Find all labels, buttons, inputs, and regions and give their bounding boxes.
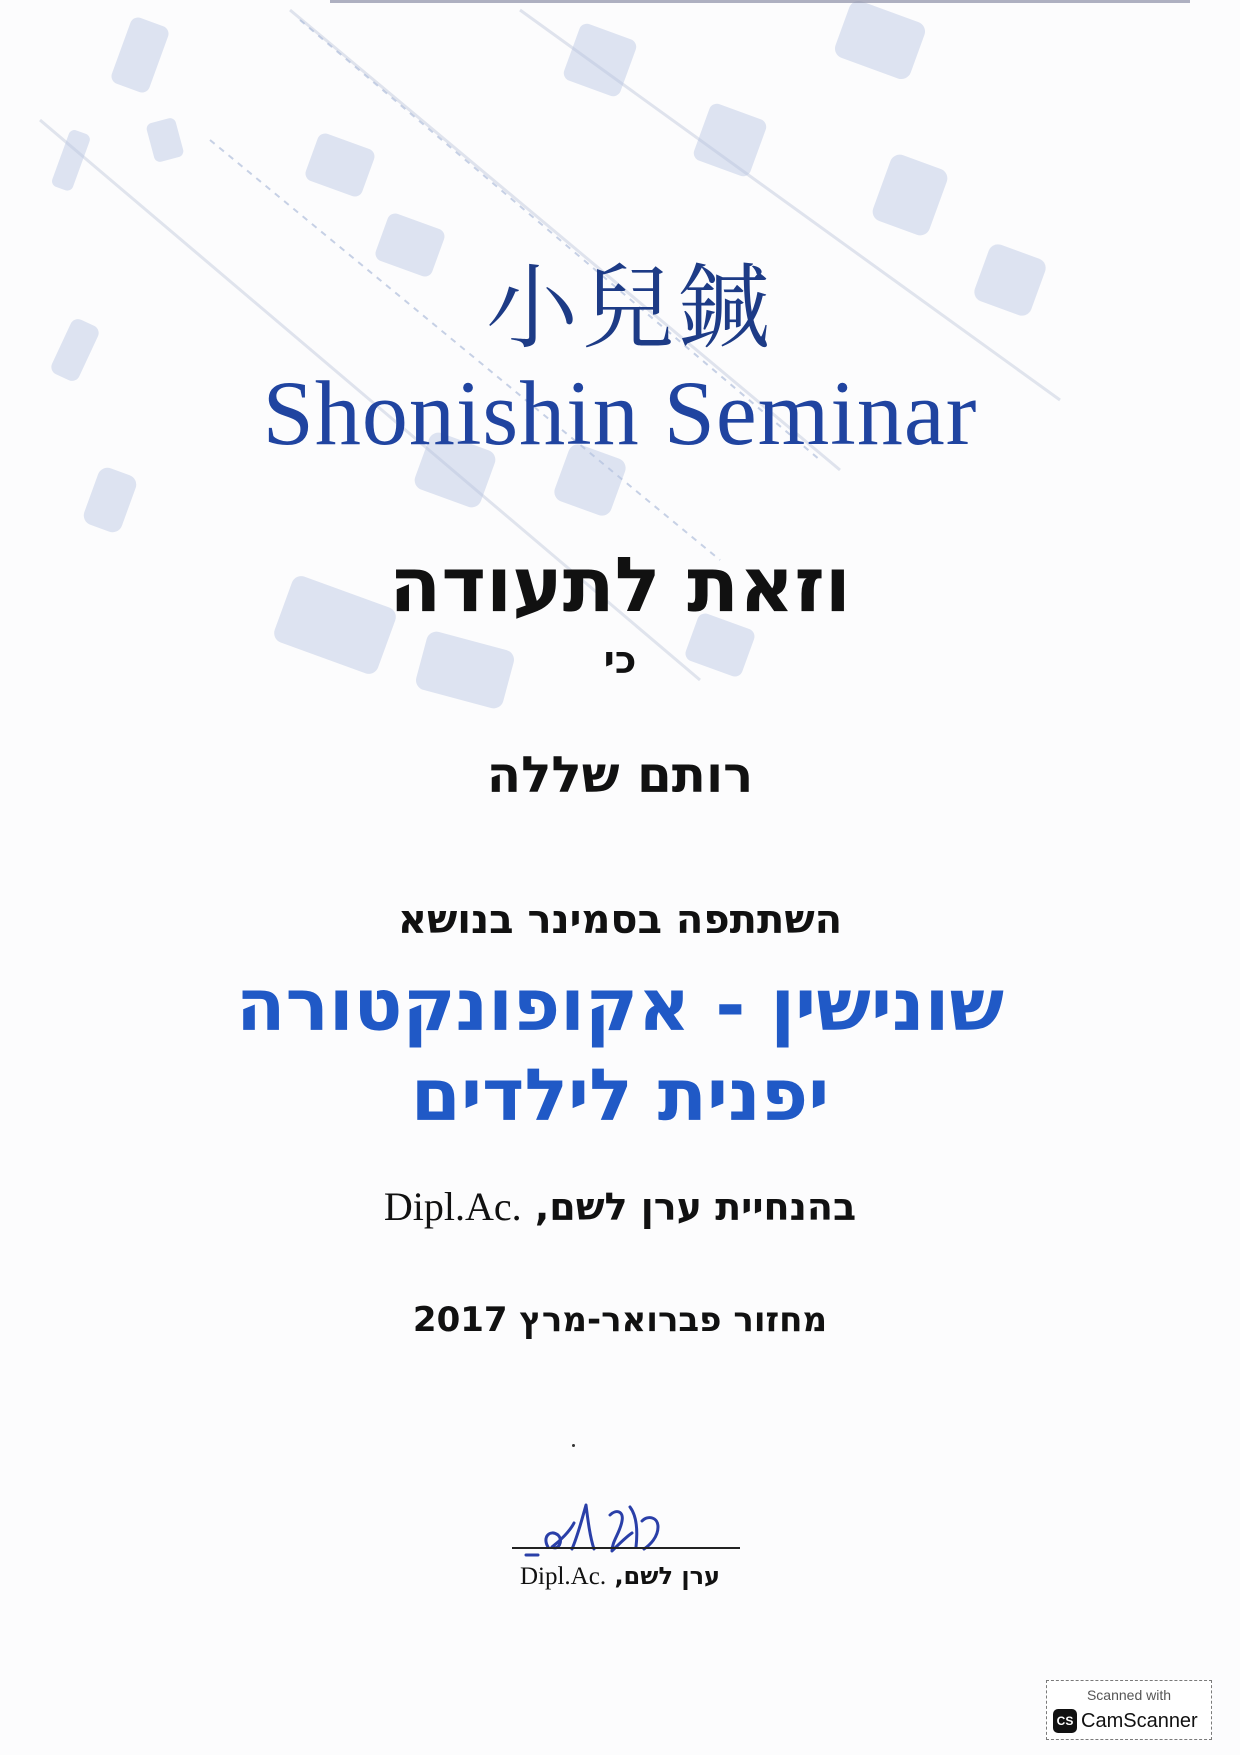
cjk-title: 小兒鍼: [485, 255, 774, 362]
certificate-heading: וזאת לתעודה: [389, 540, 851, 629]
that-word: כי: [603, 638, 637, 682]
scan-edge-strip: [330, 0, 1190, 3]
seminar-title: Shonishin Seminar: [262, 362, 978, 464]
badge-brand-name: CamScanner: [1081, 1709, 1198, 1732]
seminar-topic-line-1: שונישין - אקופונקטורה: [236, 963, 1004, 1047]
camscanner-badge: [1046, 1680, 1212, 1740]
recipient-name: רותם שללה: [486, 746, 754, 804]
signature-caption: [0, 1562, 1240, 1591]
badge-scanned-with: Scanned with: [1086, 1687, 1172, 1703]
instructor-line: [0, 1183, 1240, 1230]
signer-name: ערן לשם,: [614, 1562, 721, 1590]
instructor-name: בהנחיית ערן לשם,: [534, 1185, 857, 1229]
participation-text: השתתפה בסמינר בנושא: [397, 897, 843, 943]
camscanner-logo-icon: CS: [1053, 1709, 1077, 1733]
stray-dot: [572, 1444, 575, 1447]
course-cycle: מחזור פברואר-מרץ 2017: [412, 1300, 828, 1340]
seminar-topic-line-2: יפנית לילדים: [410, 1053, 830, 1137]
badge-brand-row: [1053, 1709, 1198, 1733]
signature-line: [512, 1547, 740, 1549]
instructor-title: Dipl.Ac.: [383, 1184, 522, 1229]
signer-title: Dipl.Ac.: [519, 1563, 607, 1590]
